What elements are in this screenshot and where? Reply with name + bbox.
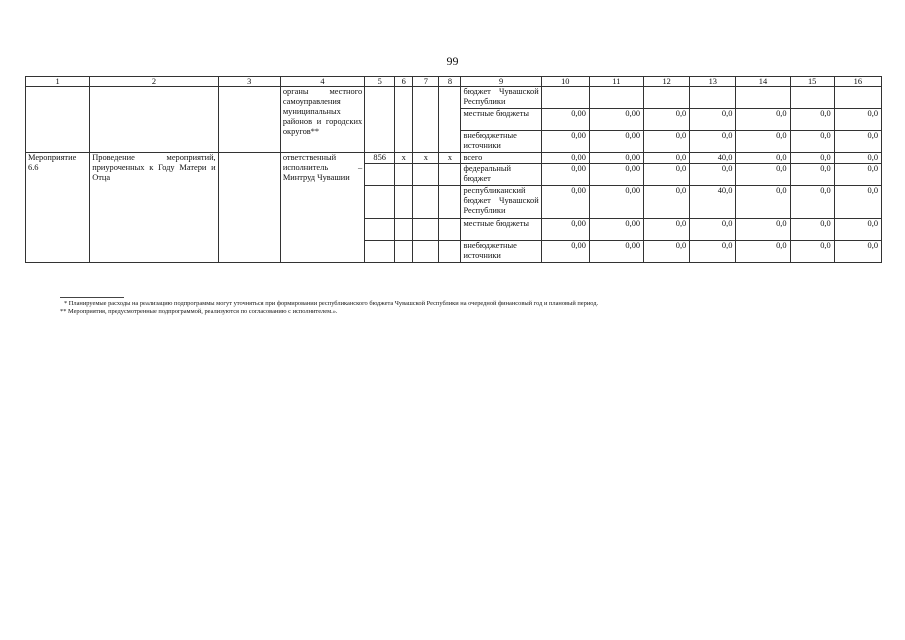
table-row [26,153,882,164]
value-cell: 0,0 [834,153,881,164]
table-row [26,87,882,109]
cell-empty [365,219,395,241]
value-cell: 0,0 [834,109,881,131]
cs-code: x [413,153,439,164]
value-cell: 0,0 [736,153,790,164]
cell-empty [439,186,461,219]
funding-source: местные бюджеты [461,219,541,241]
program-table [25,76,882,263]
col-header: 5 [365,77,395,87]
value-cell: 0,0 [834,164,881,186]
col-header: 13 [690,77,736,87]
value-cell [790,87,834,109]
value-cell: 0,0 [790,131,834,153]
value-cell: 0,0 [644,241,690,263]
value-cell: 0,0 [790,186,834,219]
col-header: 9 [461,77,541,87]
footnote-2: ** Мероприятия, предусмотренные подпрограммой, реализуются по согласованию с исполнителем.». [60,308,338,315]
cell-empty [439,241,461,263]
cell-empty [413,219,439,241]
value-cell [644,87,690,109]
cell-empty [395,241,413,263]
cell-empty [365,186,395,219]
value-cell: 0,0 [644,153,690,164]
cell-empty [365,87,395,153]
performer-cell: ответственный исполнитель – Минтруд Чувашии [280,153,364,263]
vr-code: x [439,153,461,164]
col-header: 11 [589,77,643,87]
value-cell: 0,0 [736,109,790,131]
value-cell [589,87,643,109]
cell-empty [395,219,413,241]
value-cell: 0,00 [541,241,589,263]
col-header: 7 [413,77,439,87]
value-cell: 0,0 [834,186,881,219]
col-header: 6 [395,77,413,87]
col-header: 4 [280,77,364,87]
col-header: 14 [736,77,790,87]
value-cell: 0,0 [736,186,790,219]
value-cell: 0,00 [589,186,643,219]
footnote-divider [60,297,124,298]
value-cell: 0,0 [736,241,790,263]
cell-empty [365,164,395,186]
col-header: 3 [218,77,280,87]
cell-empty [413,186,439,219]
performer-cell: органы местного самоуправления муниципальных районов и городских округов** [280,87,364,153]
value-cell: 0,0 [736,131,790,153]
col-header: 12 [644,77,690,87]
value-cell: 0,00 [541,131,589,153]
cell-empty [90,87,218,153]
col-header: 15 [790,77,834,87]
funding-source: местные бюджеты [461,109,541,131]
cell-empty [395,186,413,219]
event-label: Мероприятие 6.6 [26,153,90,263]
value-cell: 0,00 [589,164,643,186]
value-cell: 0,0 [644,131,690,153]
header-row [26,77,882,87]
value-cell: 0,00 [589,131,643,153]
cell-empty [413,87,439,153]
funding-source: всего [461,153,541,164]
value-cell: 0,0 [690,131,736,153]
cell-empty [218,153,280,263]
value-cell: 0,00 [589,241,643,263]
col-header: 8 [439,77,461,87]
funding-source: республиканский бюджет Чувашской Республики [461,186,541,219]
value-cell: 0,0 [690,219,736,241]
value-cell [834,87,881,109]
col-header: 16 [834,77,881,87]
grbs-code: 856 [365,153,395,164]
value-cell: 0,0 [736,164,790,186]
value-cell: 0,0 [790,219,834,241]
cell-empty [413,241,439,263]
footnote-1: * Планируемые расходы на реализацию подпрограммы могут уточняться при формировании республиканского бюджета Чувашской Республики на очередной финансовый год и плановый период. [64,300,599,307]
value-cell: 0,0 [690,241,736,263]
cell-empty [26,87,90,153]
footnotes [60,297,860,316]
cell-empty [439,87,461,153]
value-cell: 0,00 [589,109,643,131]
value-cell: 0,0 [690,164,736,186]
rz-code: x [395,153,413,164]
value-cell: 0,00 [541,153,589,164]
value-cell: 0,00 [541,164,589,186]
value-cell: 0,0 [790,153,834,164]
value-cell: 0,0 [690,109,736,131]
value-cell: 0,0 [790,109,834,131]
value-cell: 0,00 [541,219,589,241]
value-cell: 0,0 [644,109,690,131]
cell-empty [439,164,461,186]
funding-source: бюджет Чувашской Республики [461,87,541,109]
col-header: 10 [541,77,589,87]
value-cell: 0,0 [644,219,690,241]
col-header: 2 [90,77,218,87]
value-cell: 0,00 [589,219,643,241]
value-cell: 0,0 [834,241,881,263]
page-number: 99 [446,54,459,68]
value-cell: 40,0 [690,153,736,164]
cell-empty [395,164,413,186]
cell-empty [413,164,439,186]
cell-empty [218,87,280,153]
value-cell [541,87,589,109]
funding-source: внебюджетные источники [461,241,541,263]
value-cell: 0,0 [790,241,834,263]
funding-source: внебюджетные источники [461,131,541,153]
value-cell: 0,0 [834,219,881,241]
value-cell: 0,0 [644,164,690,186]
cell-empty [395,87,413,153]
value-cell: 0,0 [834,131,881,153]
col-header: 1 [26,77,90,87]
value-cell: 0,0 [644,186,690,219]
value-cell: 0,0 [736,219,790,241]
value-cell [736,87,790,109]
cell-empty [365,241,395,263]
value-cell: 0,0 [790,164,834,186]
event-name: Проведение мероприятий, приуроченных к Году Матери и Отца [90,153,218,263]
value-cell: 0,00 [589,153,643,164]
value-cell [690,87,736,109]
value-cell: 0,00 [541,186,589,219]
value-cell: 0,00 [541,109,589,131]
funding-source: федеральный бюджет [461,164,541,186]
cell-empty [439,219,461,241]
value-cell: 40,0 [690,186,736,219]
